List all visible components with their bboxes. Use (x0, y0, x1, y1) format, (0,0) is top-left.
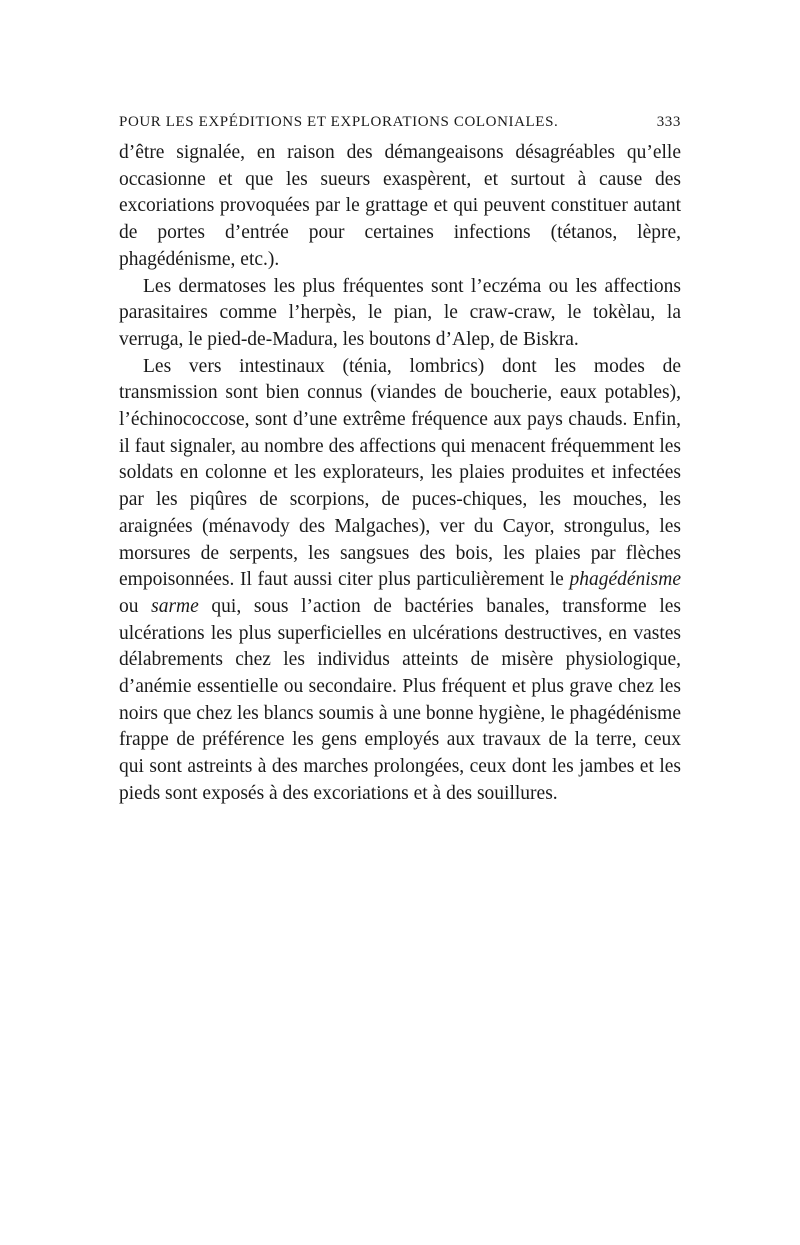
italic-term-phagedenisme: phagédénisme (569, 569, 681, 591)
paragraph-text-segment: Les vers intestinaux (ténia, lombrics) dont les modes de transmission sont bien connus (viandes de boucherie, eaux potables), l’échinococcose, sont d’une extrême fréquence aux pays chauds. Enfin, il faut signaler, au nombre des affections qui menacent fréquemment les soldats en colonne et les explorateurs, les plaies produites et infectées par les piqûres de scorpions, de puces-chiques, les mouches, les araignées (ménavody des Malgaches), ver du Cayor, strongulus, les morsures de serpents, les sangsues des bois, les plaies par flèches empoisonnées. Il faut aussi citer plus particulièrement le (119, 355, 681, 591)
italic-term-sarme: sarme (151, 595, 199, 617)
paragraph-dermatoses: Les dermatoses les plus fréquentes sont l’eczéma ou les affections parasitaires comme l’herpès, le pian, le craw-craw, le tokèlau, la verruga, le pied-de-Madura, les boutons d’Alep, de Biskra. (119, 275, 681, 350)
paragraph-text-segment: ou (119, 595, 139, 617)
running-title: POUR LES EXPÉDITIONS ET EXPLORATIONS COLONIALES. (119, 114, 559, 130)
paragraph-text-segment: qui, sous l’action de bactéries banales, transforme les ulcérations les plus superficielles en ulcérations destructives, en vastes délabrements chez les individus atteints de misère physiologique, d’anémie essentielle ou secondaire. Plus fréquent et plus grave chez les noirs que chez les blancs soumis à une bonne hygiène, le phagédénisme frappe de préférence les gens employés aux travaux de la terre, ceux qui sont astreints à des marches prolongées, ceux dont les jambes et les pieds sont exposés à des excoriations et à des souillures. (119, 595, 681, 804)
book-page (119, 112, 681, 808)
page-number: 333 (656, 114, 681, 130)
running-head (119, 112, 681, 132)
paragraph-vers-intestinaux (119, 354, 681, 808)
paragraph-continuation: d’être signalée, en raison des démangeaisons désagréables qu’elle occasionne et que les sueurs exaspèrent, et surtout à cause des excoriations provoquées par le grattage et qui peuvent constituer autant de portes d’entrée pour certaines infections (tétanos, lèpre, phagédénisme, etc.). (119, 142, 681, 270)
